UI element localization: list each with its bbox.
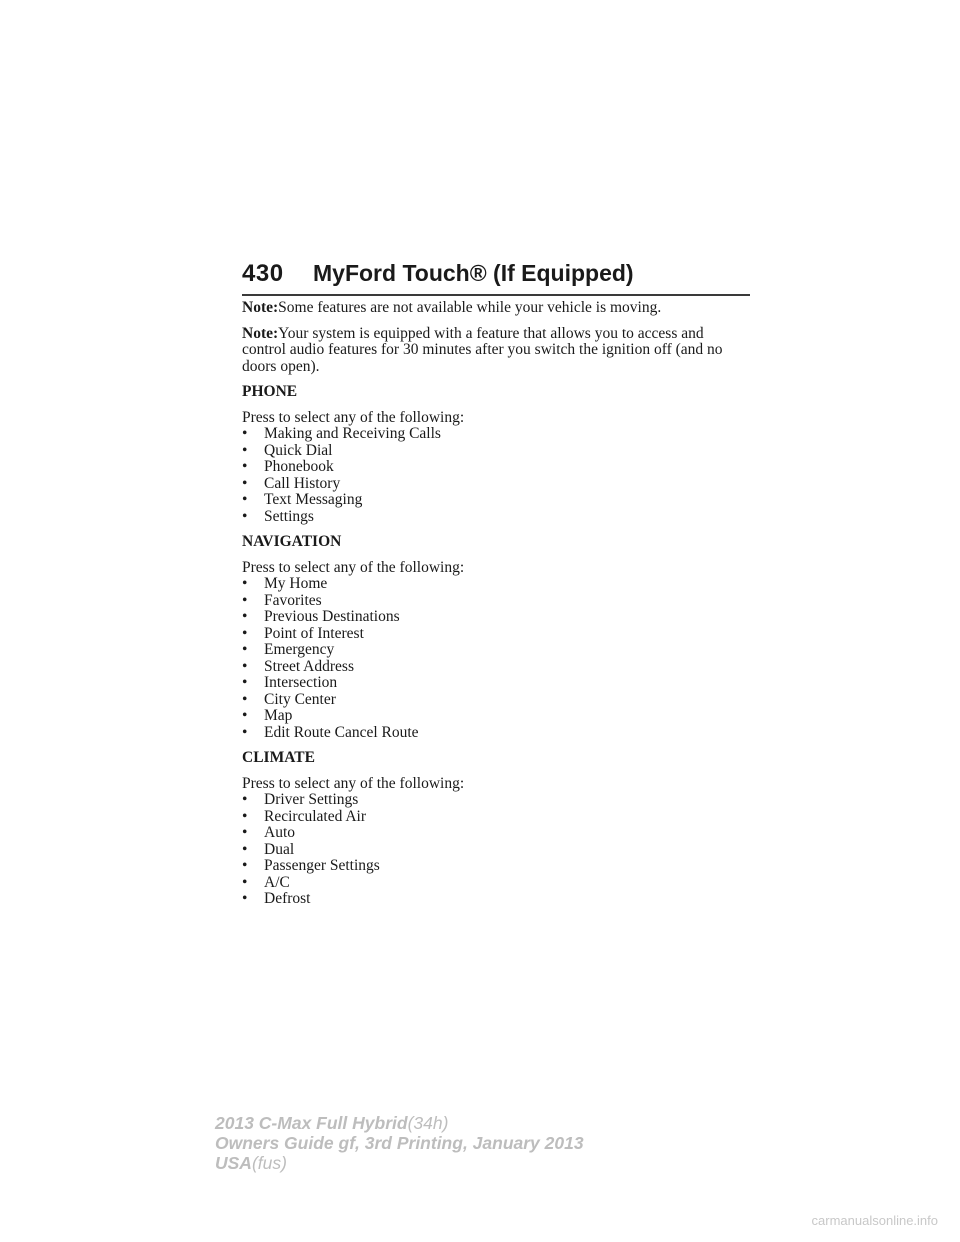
site-watermark: carmanualsonline.info	[811, 1213, 938, 1228]
bullet-icon: •	[242, 723, 248, 741]
page-title: MyFord Touch® (If Equipped)	[313, 260, 634, 286]
bullet-icon: •	[242, 491, 248, 508]
footer-line-model	[215, 1113, 584, 1133]
section-heading: CLIMATE	[242, 749, 315, 766]
bullet-icon: •	[242, 857, 248, 874]
bullet-icon: •	[242, 707, 248, 724]
bullet-icon: •	[242, 824, 248, 841]
footer-line-printing	[215, 1133, 584, 1153]
list-item: • My Home	[242, 575, 328, 592]
note-moving	[242, 300, 750, 317]
footer-market-code: (fus)	[251, 1153, 287, 1173]
bullet-icon: •	[242, 507, 248, 525]
page-content	[242, 300, 750, 917]
section-phone	[242, 384, 750, 525]
note-label: Note:	[242, 324, 279, 342]
list-item: • Street Address	[242, 657, 354, 675]
list-item: • Point of Interest	[242, 624, 364, 642]
list-item: • Intersection	[242, 674, 338, 691]
bullet-icon: •	[242, 575, 248, 592]
page-number: 430	[242, 260, 284, 287]
list-item: • Previous Destinations	[242, 608, 400, 625]
bullet-list	[242, 792, 750, 908]
section-navigation	[242, 534, 750, 741]
bullet-icon: •	[242, 608, 248, 625]
list-item: • Phonebook	[242, 458, 334, 475]
bullet-icon: •	[242, 873, 248, 891]
list-item: • Driver Settings	[242, 791, 359, 808]
bullet-icon: •	[242, 890, 248, 907]
section-heading: NAVIGATION	[242, 533, 342, 550]
list-item: • Map	[242, 707, 293, 724]
bullet-list	[242, 426, 750, 525]
bullet-icon: •	[242, 458, 248, 475]
bullet-icon: •	[242, 624, 248, 642]
section-intro: Press to select any of the following:	[242, 408, 465, 426]
bullet-icon: •	[242, 840, 248, 858]
document-footer	[215, 1113, 584, 1173]
section-intro: Press to select any of the following:	[242, 558, 465, 576]
bullet-icon: •	[242, 657, 248, 675]
note-text: Some features are not available while your vehicle is moving.	[278, 299, 662, 316]
note-audio-access	[242, 326, 750, 376]
bullet-icon: •	[242, 474, 248, 492]
list-item: • Text Messaging	[242, 491, 363, 508]
list-item: • Quick Dial	[242, 441, 333, 459]
bullet-list	[242, 576, 750, 741]
bullet-icon: •	[242, 807, 248, 825]
footer-model: 2013 C-Max Full Hybrid	[215, 1113, 408, 1133]
footer-printing: Owners Guide gf, 3rd Printing, January 2013	[215, 1133, 584, 1153]
bullet-icon: •	[242, 425, 248, 442]
bullet-icon: •	[242, 641, 248, 658]
list-item: • Recirculated Air	[242, 807, 366, 825]
list-item: • Favorites	[242, 591, 322, 609]
bullet-icon: •	[242, 441, 248, 459]
footer-line-market	[215, 1153, 584, 1173]
list-item: • Passenger Settings	[242, 857, 380, 874]
list-item: • Settings	[242, 507, 314, 525]
section-heading: PHONE	[242, 383, 298, 400]
footer-model-code: (34h)	[407, 1113, 449, 1133]
list-item: • Defrost	[242, 890, 311, 907]
list-item: • Auto	[242, 824, 295, 841]
list-item: • Call History	[242, 474, 341, 492]
bullet-icon: •	[242, 791, 248, 808]
note-text: Your system is equipped with a feature that allows you to access and control audio features for 30 minutes after you switch the ignition off (and no doors open).	[242, 324, 723, 375]
page-header	[242, 258, 750, 296]
footer-market: USA	[215, 1153, 252, 1173]
bullet-icon: •	[242, 674, 248, 691]
list-item: • City Center	[242, 690, 336, 708]
note-label: Note:	[242, 299, 279, 316]
list-item: • Dual	[242, 840, 295, 858]
section-intro: Press to select any of the following:	[242, 774, 465, 792]
list-item: • A/C	[242, 873, 290, 891]
bullet-icon: •	[242, 591, 248, 609]
list-item: • Making and Receiving Calls	[242, 425, 441, 442]
list-item: • Edit Route Cancel Route	[242, 723, 419, 741]
list-item: • Emergency	[242, 641, 335, 658]
section-climate	[242, 750, 750, 908]
bullet-icon: •	[242, 690, 248, 708]
